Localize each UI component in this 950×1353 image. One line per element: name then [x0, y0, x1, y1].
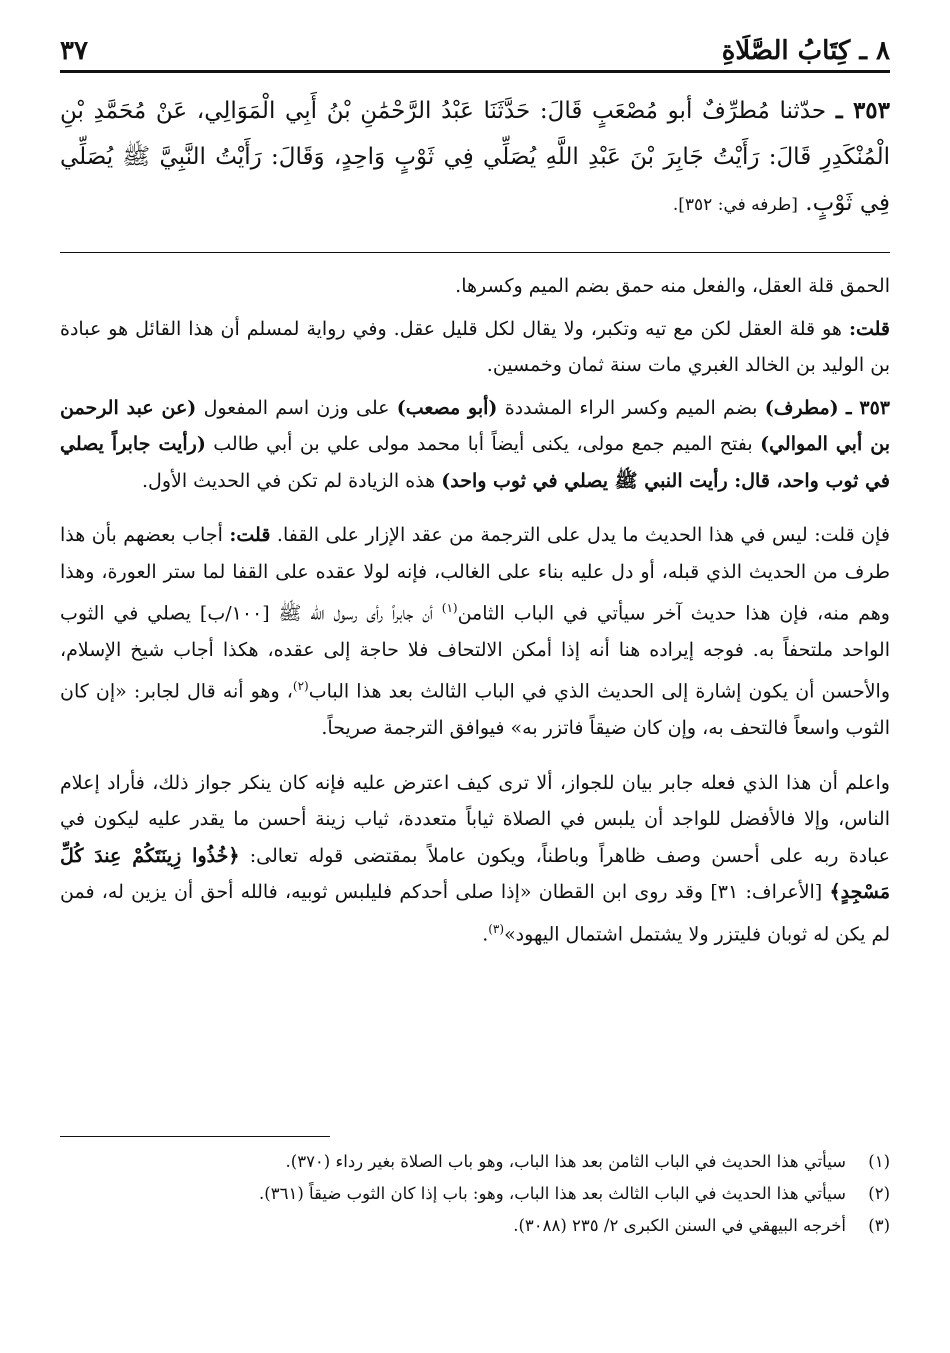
footnotes — [60, 1146, 890, 1242]
page-header — [60, 30, 890, 66]
footnote-ref[interactable]: (٢) — [292, 679, 309, 694]
commentary-paragraph: واعلم أن هذا الذي فعله جابر بيان للجواز، ألا ترى كيف اعترض عليه فإنه كان ينكر جواز ذلك، فأراد إعلام الناس، وإلا فالأفضل للواجد أن يلبس في الصلاة ثياباً متعددة، ثياب زينة أحسن ما يقدر عليه ليكون في عبادة ربه على أحسن وصف ظاهراً وباطناً، ويكون عاملاً بمقتضى قوله تعالى: ﴿خُذُوا زِينَتَكُمْ عِندَ كُلِّ مَسْجِدٍ﴾ [الأعراف: ٣١] وقد روى ابن القطان «إذا صلى أحدكم فليلبس ثوبيه، فالله أحق أن يزين له، فمن لم يكن له ثوبان فليتزر ولا يشتمل اشتمال اليهود»$^{(٣)}$. — [60, 771, 890, 945]
footnote-item: (١) سيأتي هذا الحديث في الباب الثامن بعد هذا الباب، وهو باب الصلاة بغير رداء (٣٧٠). — [285, 1152, 890, 1171]
book-page — [60, 0, 890, 1353]
hadith-number: ٣٥٣ ـ — [835, 97, 891, 124]
hadith-reference: [طرفه في: ٣٥٢]. — [672, 195, 798, 215]
hadith-text — [60, 88, 890, 228]
footnote-ref[interactable]: (٣) — [488, 921, 505, 936]
chapter-title: ٨ ـ كِتَابُ الصَّلَاةِ — [721, 36, 890, 66]
commentary-paragraph: فإن قلت: ليس في هذا الحديث ما يدل على الترجمة من عقد الإزار على القفا. قلت: أجاب بعضهم بأن هذا طرف من الحديث الذي قبله، أو دل عليه بناء على الغالب، فإنه لولا عقده على القفا لما ستر العورة، وهذا وهم منه، فإن هذا حديث آخر سيأتي في الباب الثامن$^{(١)}$ أن جابراً رأى رسول الله ﷺ [١٠٠/ب] يصلي في الثوب الواحد ملتحفاً به. فوجه إيراده هنا أنه إذا أمكن الالتحاف فلا حاجة إلى عقده، هكذا أجاب شيخ الإسلام، والأحسن أن يكون إشارة إلى الحديث الذي في الباب الثالث بعد هذا الباب$^{(٢)}$، وهو أنه قال لجابر: «إن كان الثوب واسعاً فالتحف به، وإن كان ضيقاً فاتزر به» فيوافق الترجمة صريحاً. — [60, 524, 890, 740]
header-rule — [60, 70, 890, 73]
quran-verse: ﴿خُذُوا زِينَتَكُمْ عِندَ كُلِّ مَسْجِدٍ﴾ — [60, 844, 890, 904]
footnote-item: (٢) سيأتي هذا الحديث في الباب الثالث بعد هذا الباب، وهو: باب إذا كان الثوب ضيقاً (٣٦١). — [259, 1184, 890, 1203]
commentary — [60, 268, 890, 958]
section-divider — [60, 252, 890, 253]
footnote-item: (٣) أخرجه البيهقي في السنن الكبرى ٢/ ٢٣٥ (٣٠٨٨). — [513, 1216, 890, 1235]
footnote-rule — [60, 1136, 330, 1137]
footnote-ref[interactable]: (١) — [441, 601, 458, 615]
hadith-narration: حدّثنا مُطرِّفٌ أبو مُصْعَبٍ قَالَ: حَدَّثَنَا عَبْدُ الرَّحْمَٰنِ بْنُ أَبِي الْمَوَالِي، عَنْ مُحَمَّدِ بْنِ الْمُنْكَدِرِ قَالَ: رَأَيْتُ جَابِرَ بْنَ عَبْدِ اللَّهِ يُصَلِّي فِي ثَوْبٍ وَاحِدٍ، وَقَالَ: رَأَيْتُ النَّبِيَّ ﷺ يُصَلِّي فِي ثَوْبٍ. — [60, 98, 890, 216]
commentary-paragraph: ٣٥٣ ـ (مطرف) بضم الميم وكسر الراء المشددة (أبو مصعب) على وزن اسم المفعول (عن عبد الرحمن بن أبي الموالي) بفتح الميم جمع مولى، يكنى أيضاً أبا محمد مولى علي بن أبي طالب (رأيت جابراً يصلي في ثوب واحد، قال: رأيت النبي ﷺ يصلي في ثوب واحد) هذه الزيادة لم تكن في الحديث الأول. — [60, 396, 890, 492]
commentary-paragraph: قلت: هو قلة العقل لكن مع تيه وتكبر، ولا يقال لكل قليل عقل. وفي رواية لمسلم أن هذا القائل هو عبادة بن الوليد بن الخالد الغبري مات سنة ثمان وخمسين. — [60, 317, 890, 376]
page-number: ٣٧ — [60, 36, 88, 66]
commentary-paragraph: الحمق قلة العقل، والفعل منه حمق بضم الميم وكسرها. — [455, 275, 890, 297]
